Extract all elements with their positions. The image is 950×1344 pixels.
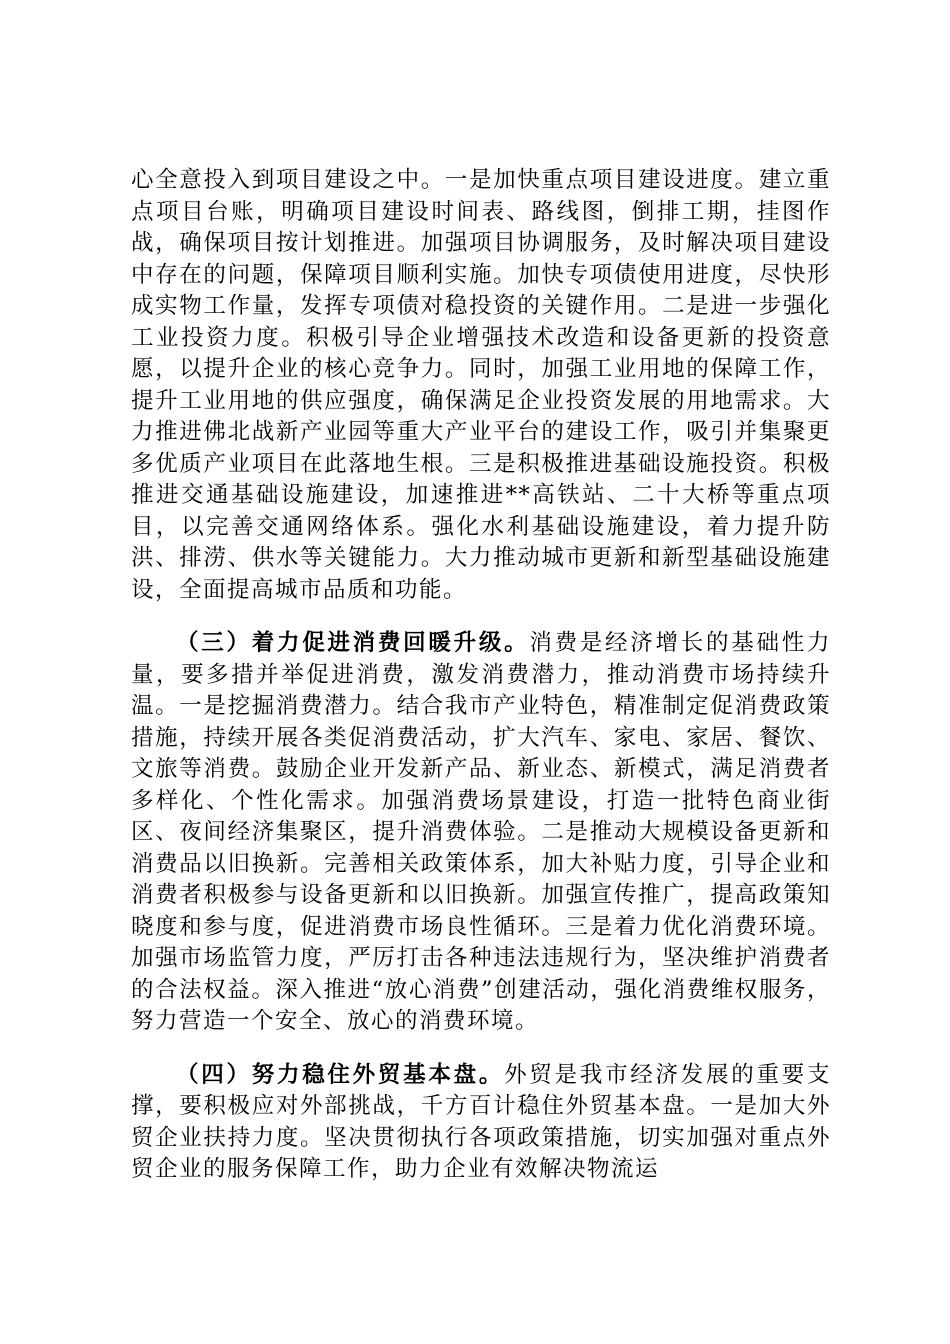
paragraph-text: 心全意投入到项目建设之中。一是加快重点项目建设进度。建立重点项目台账，明确项目建设时间表、路线图，倒排工期，挂图作战，确保项目按计划推进。加强项目协调服务，及时解决项目建设中存在的问题，保障项目顺利实施。加快专项债使用进度，尽快形成实物工作量，发挥专项债对稳投资的关键作用。二是进一步强化工业投资力度。积极引导企业增强技术改造和设备更新的投资意愿，以提升企业的核心竞争力。同时，加强工业用地的保障工作，提升工业用地的供应强度，确保满足企业投资发展的用地需求。大力推进佛北战新产业园等重大产业平台的建设工作，吸引并集聚更多优质产业项目在此落地生根。三是积极推进基础设施投资。积极推进交通基础设施建设，加速推进**高铁站、二十大桥等重点项目，以完善交通网络体系。强化水利基础设施建设，着力提升防洪、排涝、供水等关键能力。大力推动城市更新和新型基础设施建设，全面提高城市品质和功能。 (131, 167, 831, 603)
section-heading-consumption: （三）着力促进消费回暖升级。 (176, 630, 530, 656)
paragraph-text: 外贸是我市经济发展的重要支撑，要积极应对外部挑战，千方百计稳住外贸基本盘。一是加大外贸企业扶持力度。坚决贯彻执行各项政策措施，切实加强对重点外贸企业的服务保障工作，助力企业有效解决物流运 (131, 1061, 831, 1182)
section-heading-foreign-trade: （四）努力稳住外贸基本盘。 (176, 1061, 505, 1088)
paragraph-investment (131, 165, 831, 606)
paragraph-text: 消费是经济增长的基础性力量，要多措并举促进消费，激发消费潜力，推动消费市场持续升温。一是挖掘消费潜力。结合我市产业特色，精准制定促消费政策措施，持续开展各类促消费活动，扩大汽车、家电、家居、餐饮、文旅等消费。鼓励企业开发新产品、新业态、新模式，满足消费者多样化、个性化需求。加强消费场景建设，打造一批特色商业街区、夜间经济集聚区，提升消费体验。二是推动大规模设备更新和消费品以旧换新。完善相关政策体系，加大补贴力度，引导企业和消费者积极参与设备更新和以旧换新。加强宣传推广，提高政策知晓度和参与度，促进消费市场良性循环。三是着力优化消费环境。加强市场监管力度，严厉打击各种违法违规行为，坚决维护消费者的合法权益。深入推进“放心消费”创建活动，强化消费维权服务，努力营造一个安全、放心的消费环境。 (131, 630, 831, 1034)
paragraph-consumption (131, 628, 831, 1038)
document-body (131, 165, 831, 1186)
paragraph-foreign-trade (131, 1060, 831, 1186)
